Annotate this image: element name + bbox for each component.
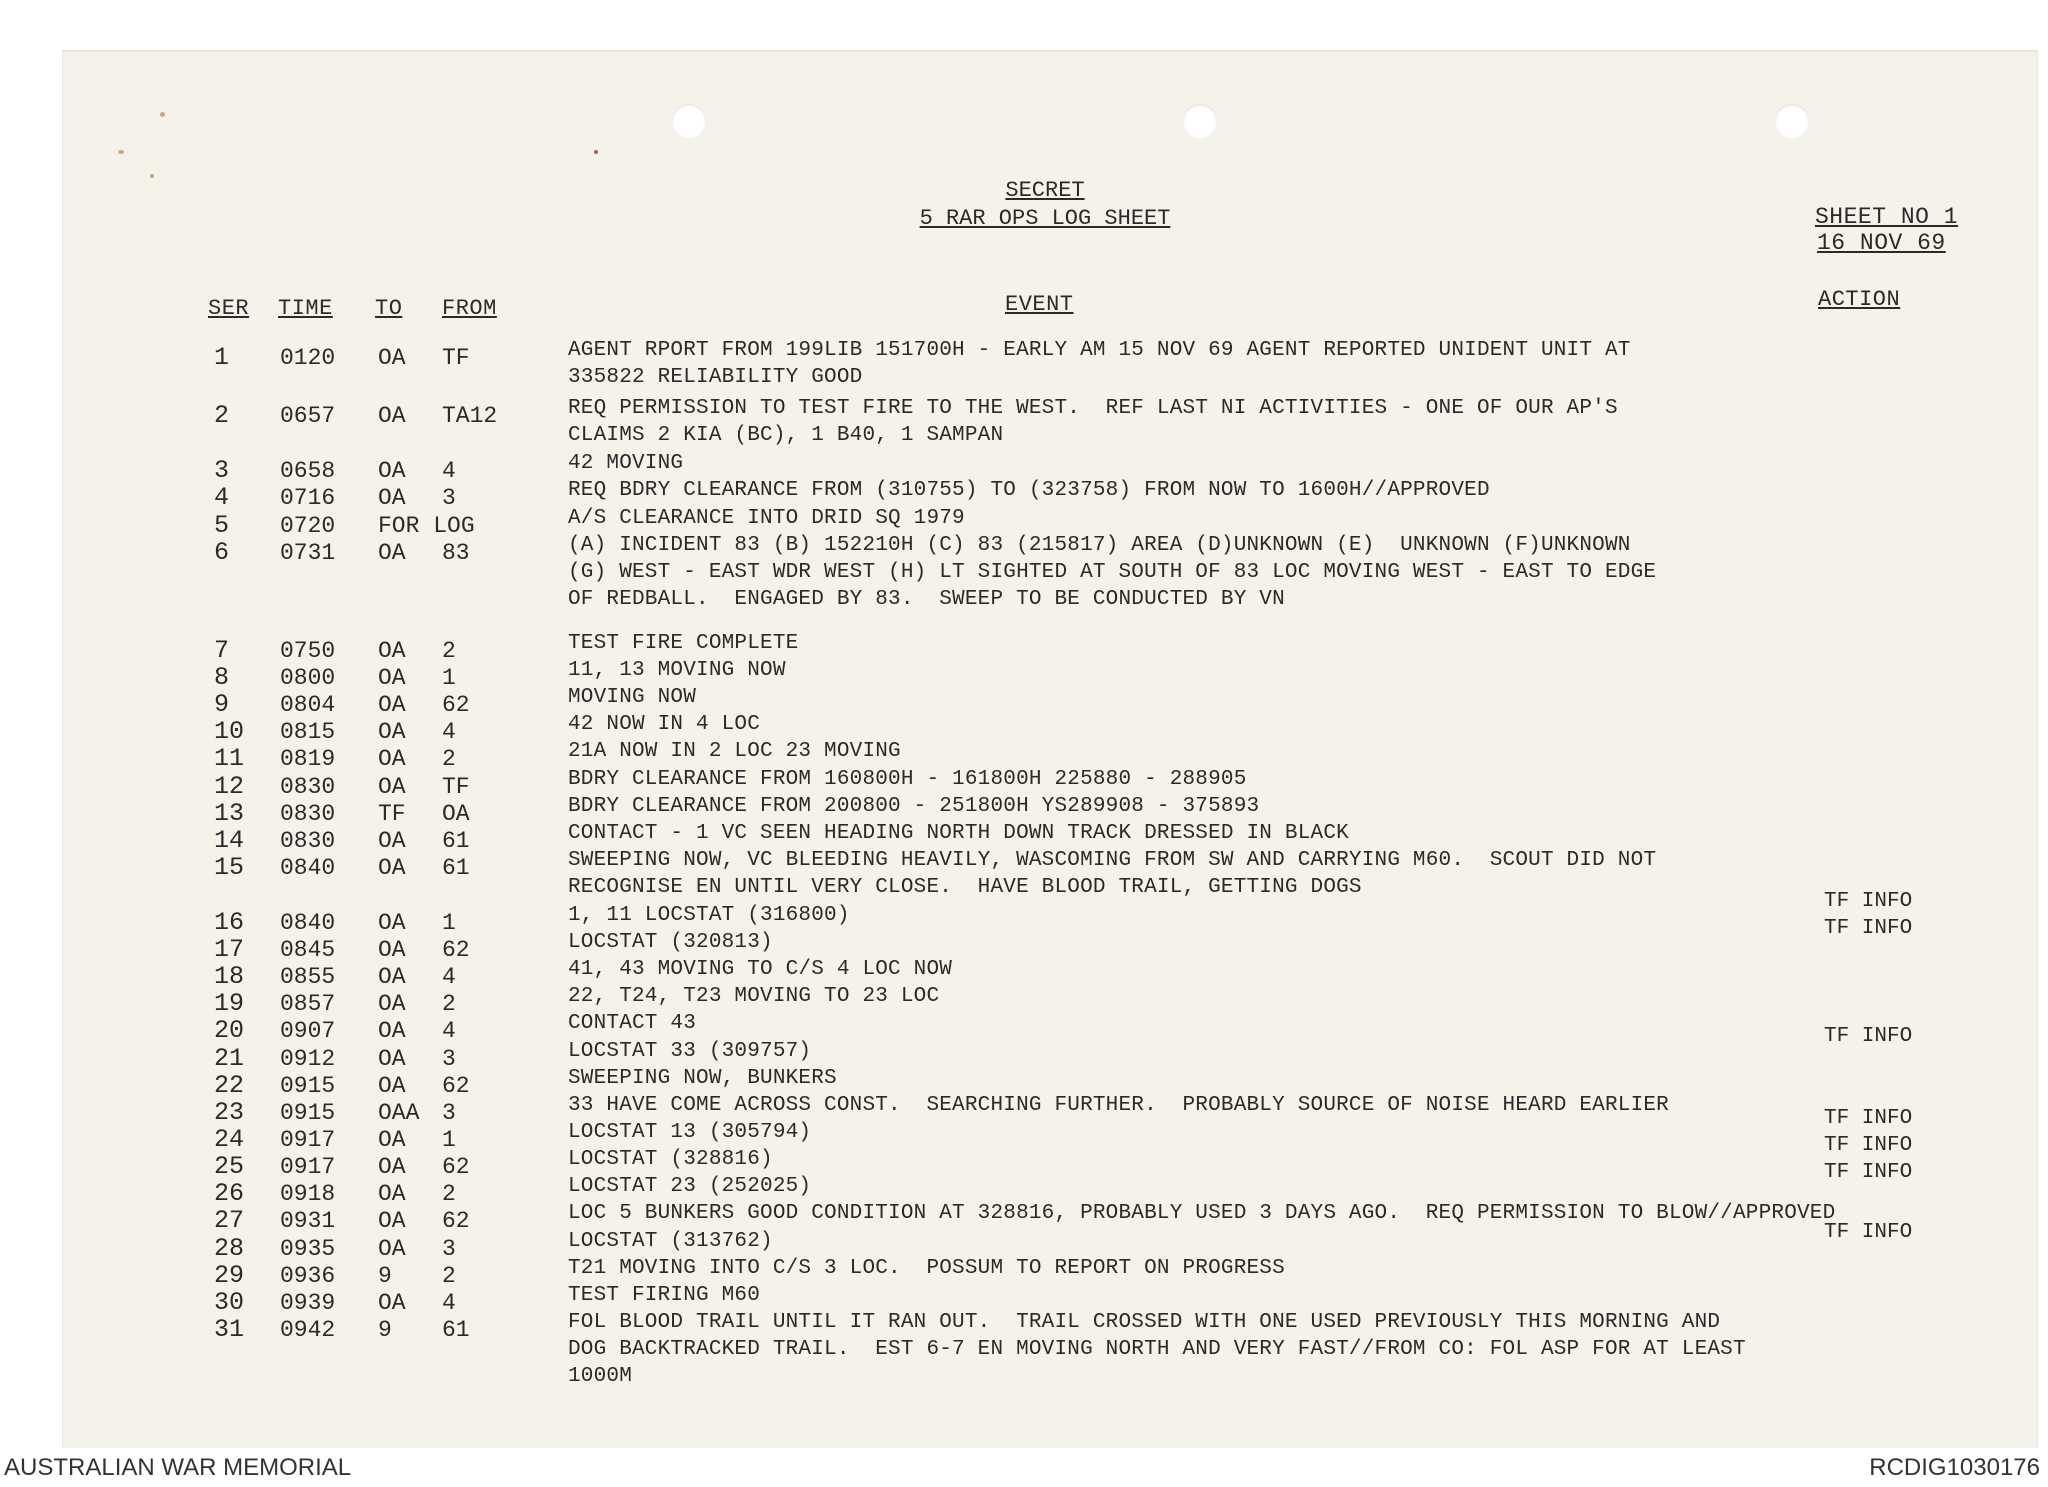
- event-text: 21A NOW IN 2 LOC 23 MOVING: [568, 740, 901, 763]
- punch-hole: [1775, 104, 1809, 138]
- time-cell: 0917: [280, 1154, 336, 1180]
- from-cell: 1: [442, 910, 456, 936]
- time-cell: 0840: [280, 910, 336, 936]
- from-cell: 62: [442, 1208, 470, 1234]
- time-cell: 0915: [280, 1100, 336, 1126]
- column-header-action: ACTION: [1818, 287, 1901, 312]
- ser-number: 30: [214, 1288, 245, 1317]
- event-text: 1, 11 LOCSTAT (316800): [568, 904, 850, 927]
- from-cell: 4: [442, 964, 456, 990]
- time-cell: 0918: [280, 1181, 336, 1207]
- ser-number: 28: [214, 1234, 245, 1263]
- event-text: RECOGNISE EN UNTIL VERY CLOSE. HAVE BLOOD TRAIL, GETTING DOGS: [568, 876, 1362, 899]
- time-cell: 0845: [280, 937, 336, 963]
- to-cell: OA: [378, 828, 406, 854]
- ser-number: 31: [214, 1315, 245, 1344]
- event-text: A/S CLEARANCE INTO DRID SQ 1979: [568, 507, 965, 530]
- to-cell: OA: [378, 638, 406, 664]
- punch-hole: [1183, 104, 1217, 138]
- from-cell: 2: [442, 746, 456, 772]
- event-text: 1000M: [568, 1365, 633, 1388]
- event-text: CONTACT 43: [568, 1012, 697, 1035]
- to-cell: OA: [378, 1046, 406, 1072]
- action-entry: TF INFO: [1824, 1161, 1913, 1184]
- time-cell: 0942: [280, 1317, 336, 1343]
- action-entry: TF INFO: [1824, 1107, 1913, 1130]
- ser-number: 24: [214, 1125, 245, 1154]
- event-text: LOCSTAT 13 (305794): [568, 1121, 812, 1144]
- ser-number: 11: [214, 744, 245, 773]
- time-cell: 0657: [280, 403, 336, 429]
- archive-name: AUSTRALIAN WAR MEMORIAL: [4, 1454, 352, 1481]
- event-text: LOCSTAT (328816): [568, 1148, 773, 1171]
- to-cell: OA: [378, 458, 406, 484]
- time-cell: 0936: [280, 1263, 336, 1289]
- to-cell: 9: [378, 1317, 392, 1343]
- ser-number: 21: [214, 1044, 245, 1073]
- column-header-ser: SER: [208, 296, 250, 321]
- time-cell: 0915: [280, 1073, 336, 1099]
- time-cell: 0855: [280, 964, 336, 990]
- event-text: SWEEPING NOW, VC BLEEDING HEAVILY, WASCOMING FROM SW AND CARRYING M60. SCOUT DID NOT: [568, 849, 1657, 872]
- event-text: LOCSTAT 33 (309757): [568, 1040, 812, 1063]
- time-cell: 0830: [280, 801, 336, 827]
- ser-number: 29: [214, 1261, 245, 1290]
- time-cell: 0716: [280, 485, 336, 511]
- ser-number: 8: [214, 663, 230, 692]
- paper-stain: [594, 150, 598, 154]
- from-cell: 62: [442, 937, 470, 963]
- from-cell: 3: [442, 1100, 456, 1126]
- to-cell: OA: [378, 1290, 406, 1316]
- ser-number: 22: [214, 1071, 245, 1100]
- event-text: DOG BACKTRACKED TRAIL. EST 6-7 EN MOVING NORTH AND VERY FAST//FROM CO: FOL ASP FOR AT LEAST: [568, 1338, 1746, 1361]
- from-cell: 83: [442, 540, 470, 566]
- time-cell: 0658: [280, 458, 336, 484]
- time-cell: 0750: [280, 638, 336, 664]
- time-cell: 0935: [280, 1236, 336, 1262]
- document-title: 5 RAR OPS LOG SHEET: [919, 206, 1171, 231]
- sheet-date: 16 NOV 69: [1817, 230, 1946, 256]
- from-cell: 4: [442, 1018, 456, 1044]
- event-text: LOC 5 BUNKERS GOOD CONDITION AT 328816, PROBABLY USED 3 DAYS AGO. REQ PERMISSION TO BLOW//APPROVED: [568, 1202, 1836, 1225]
- ser-number: 16: [214, 908, 245, 937]
- archive-reference: RCDIG1030176: [1869, 1454, 2040, 1481]
- event-text: MOVING NOW: [568, 686, 697, 709]
- action-entry: TF INFO: [1824, 1221, 1913, 1244]
- archive-footer: [0, 1448, 2048, 1487]
- time-cell: 0804: [280, 692, 336, 718]
- event-text: 11, 13 MOVING NOW: [568, 659, 786, 682]
- event-text: (G) WEST - EAST WDR WEST (H) LT SIGHTED AT SOUTH OF 83 LOC MOVING WEST - EAST TO EDGE: [568, 561, 1657, 584]
- to-cell: OA: [378, 1073, 406, 1099]
- from-cell: 61: [442, 855, 470, 881]
- ser-number: 14: [214, 826, 245, 855]
- ser-number: 20: [214, 1016, 245, 1045]
- from-cell: 1: [442, 665, 456, 691]
- action-entry: TF INFO: [1824, 1134, 1913, 1157]
- to-cell: OAA: [378, 1100, 420, 1126]
- event-text: SWEEPING NOW, BUNKERS: [568, 1067, 837, 1090]
- ser-number: 10: [214, 717, 245, 746]
- from-cell: TF: [442, 345, 470, 371]
- to-cell: TF: [378, 801, 406, 827]
- to-cell: OA: [378, 719, 406, 745]
- event-text: T21 MOVING INTO C/S 3 LOC. POSSUM TO REPORT ON PROGRESS: [568, 1257, 1285, 1280]
- classification-header: SECRET: [1005, 178, 1085, 203]
- ser-number: 6: [214, 538, 230, 567]
- ser-number: 17: [214, 935, 245, 964]
- time-cell: 0815: [280, 719, 336, 745]
- event-text: BDRY CLEARANCE FROM 160800H - 161800H 225880 - 288905: [568, 768, 1247, 791]
- time-cell: 0939: [280, 1290, 336, 1316]
- from-cell: 62: [442, 1073, 470, 1099]
- to-cell: OA: [378, 665, 406, 691]
- punch-hole: [672, 104, 706, 138]
- to-cell: OA: [378, 1208, 406, 1234]
- event-text: 41, 43 MOVING TO C/S 4 LOC NOW: [568, 958, 953, 981]
- to-cell: OA: [378, 1154, 406, 1180]
- from-cell: 3: [442, 1046, 456, 1072]
- to-cell: OA: [378, 345, 406, 371]
- column-header-from: FROM: [442, 296, 497, 321]
- event-text: LOCSTAT (320813): [568, 931, 773, 954]
- event-text: (A) INCIDENT 83 (B) 152210H (C) 83 (215817) AREA (D)UNKNOWN (E) UNKNOWN (F)UNKNOWN: [568, 534, 1631, 557]
- ser-number: 2: [214, 401, 230, 430]
- to-cell: OA: [378, 692, 406, 718]
- to-cell: OA: [378, 991, 406, 1017]
- ser-number: 12: [214, 772, 245, 801]
- from-cell: 62: [442, 692, 470, 718]
- action-entry: TF INFO: [1824, 1025, 1913, 1048]
- time-cell: 0720: [280, 513, 336, 539]
- time-cell: 0830: [280, 828, 336, 854]
- time-cell: 0731: [280, 540, 336, 566]
- from-cell: 2: [442, 638, 456, 664]
- paper-stain: [160, 112, 165, 117]
- to-cell: OA: [378, 1236, 406, 1262]
- sheet-number: SHEET NO 1: [1815, 204, 1959, 230]
- to-cell: OA: [378, 540, 406, 566]
- event-text: BDRY CLEARANCE FROM 200800 - 251800H YS289908 - 375893: [568, 795, 1260, 818]
- ser-number: 7: [214, 636, 230, 665]
- ser-number: 3: [214, 456, 230, 485]
- from-cell: 61: [442, 828, 470, 854]
- document-page: [62, 50, 2038, 1449]
- paper-stain: [118, 150, 124, 154]
- time-cell: 0819: [280, 746, 336, 772]
- to-cell: OA: [378, 964, 406, 990]
- to-cell: OA: [378, 1018, 406, 1044]
- ser-number: 13: [214, 799, 245, 828]
- to-cell: OA: [378, 485, 406, 511]
- to-cell: OA: [378, 910, 406, 936]
- event-text: 22, T24, T23 MOVING TO 23 LOC: [568, 985, 940, 1008]
- to-cell: OA: [378, 937, 406, 963]
- ser-number: 5: [214, 511, 230, 540]
- to-cell: OA: [378, 1181, 406, 1207]
- ser-number: 26: [214, 1179, 245, 1208]
- event-text: TEST FIRING M60: [568, 1284, 761, 1307]
- from-cell: TA12: [442, 403, 498, 429]
- time-cell: 0840: [280, 855, 336, 881]
- to-cell: OA: [378, 746, 406, 772]
- ser-number: 19: [214, 989, 245, 1018]
- time-cell: 0907: [280, 1018, 336, 1044]
- event-text: AGENT RPORT FROM 199LIB 151700H - EARLY AM 15 NOV 69 AGENT REPORTED UNIDENT UNIT AT: [568, 339, 1631, 362]
- from-cell: 3: [442, 485, 456, 511]
- event-text: LOCSTAT 23 (252025): [568, 1175, 812, 1198]
- ser-number: 18: [214, 962, 245, 991]
- ser-number: 23: [214, 1098, 245, 1127]
- event-text: TEST FIRE COMPLETE: [568, 632, 799, 655]
- event-text: LOCSTAT (313762): [568, 1230, 773, 1253]
- paper-stain: [150, 174, 154, 178]
- to-cell: OA: [378, 1127, 406, 1153]
- event-text: OF REDBALL. ENGAGED BY 83. SWEEP TO BE CONDUCTED BY VN: [568, 588, 1285, 611]
- from-cell: 2: [442, 1263, 456, 1289]
- time-cell: 0931: [280, 1208, 336, 1234]
- action-entry: TF INFO: [1824, 917, 1913, 940]
- column-header-to: TO: [375, 296, 403, 321]
- from-cell: TF: [442, 774, 470, 800]
- from-cell: OA: [442, 801, 470, 827]
- to-cell: OA: [378, 403, 406, 429]
- ser-number: 9: [214, 690, 230, 719]
- from-cell: 4: [442, 1290, 456, 1316]
- event-text: CONTACT - 1 VC SEEN HEADING NORTH DOWN TRACK DRESSED IN BLACK: [568, 822, 1349, 845]
- time-cell: 0120: [280, 345, 336, 371]
- to-cell: OA: [378, 855, 406, 881]
- event-text: REQ BDRY CLEARANCE FROM (310755) TO (323758) FROM NOW TO 1600H//APPROVED: [568, 479, 1490, 502]
- time-cell: 0912: [280, 1046, 336, 1072]
- ser-number: 4: [214, 483, 230, 512]
- column-header-event: EVENT: [1005, 292, 1074, 317]
- from-cell: 2: [442, 1181, 456, 1207]
- ser-number: 1: [214, 343, 230, 372]
- from-cell: 4: [442, 719, 456, 745]
- time-cell: 0800: [280, 665, 336, 691]
- from-cell: 62: [442, 1154, 470, 1180]
- time-cell: 0857: [280, 991, 336, 1017]
- from-cell: 2: [442, 991, 456, 1017]
- to-cell: 9: [378, 1263, 392, 1289]
- to-cell: FOR LOG: [378, 513, 475, 539]
- ser-number: 27: [214, 1206, 245, 1235]
- event-text: CLAIMS 2 KIA (BC), 1 B40, 1 SAMPAN: [568, 424, 1004, 447]
- from-cell: 3: [442, 1236, 456, 1262]
- event-text: 335822 RELIABILITY GOOD: [568, 366, 863, 389]
- from-cell: 1: [442, 1127, 456, 1153]
- time-cell: 0830: [280, 774, 336, 800]
- ser-number: 15: [214, 853, 245, 882]
- ser-number: 25: [214, 1152, 245, 1181]
- event-text: FOL BLOOD TRAIL UNTIL IT RAN OUT. TRAIL CROSSED WITH ONE USED PREVIOUSLY THIS MORNING AND: [568, 1311, 1721, 1334]
- event-text: 33 HAVE COME ACROSS CONST. SEARCHING FURTHER. PROBABLY SOURCE OF NOISE HEARD EARLIER: [568, 1094, 1669, 1117]
- action-entry: TF INFO: [1824, 890, 1913, 913]
- from-cell: 61: [442, 1317, 470, 1343]
- to-cell: OA: [378, 774, 406, 800]
- column-header-time: TIME: [278, 296, 333, 321]
- event-text: 42 MOVING: [568, 452, 684, 475]
- from-cell: 4: [442, 458, 456, 484]
- event-text: REQ PERMISSION TO TEST FIRE TO THE WEST. REF LAST NI ACTIVITIES - ONE OF OUR AP'S: [568, 397, 1618, 420]
- event-text: 42 NOW IN 4 LOC: [568, 713, 761, 736]
- time-cell: 0917: [280, 1127, 336, 1153]
